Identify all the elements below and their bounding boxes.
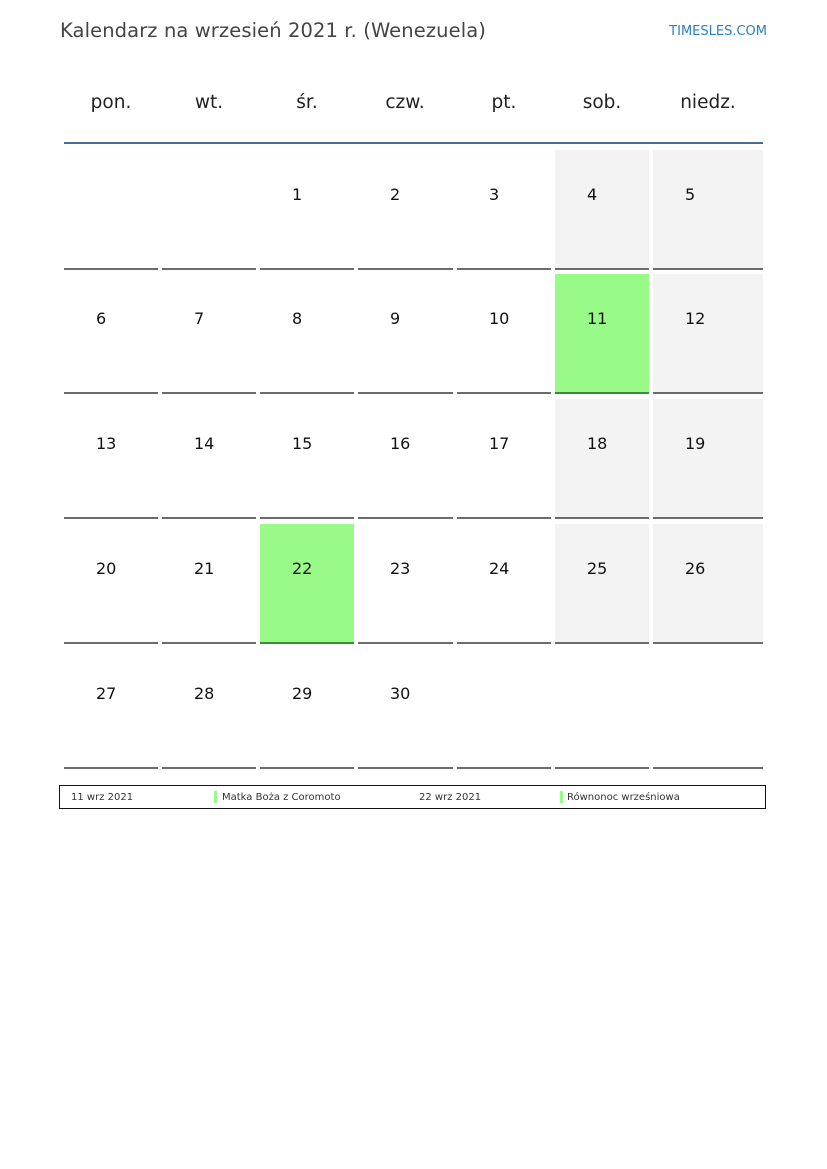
day-number: 23 [390,559,411,578]
day-number: 17 [489,434,510,453]
legend-holiday-2: Równonoc wrześniowa [567,792,680,803]
day-number: 6 [96,309,107,328]
day-cell-underline [653,767,763,769]
day-number: 3 [489,185,500,204]
day-number: 30 [390,684,411,703]
day-cell [260,524,354,644]
day-cell-underline [653,642,763,644]
day-cell [64,649,158,769]
day-cell-underline [555,642,649,644]
day-cell-underline [358,517,453,519]
day-number: 14 [194,434,215,453]
day-cell-underline [162,517,256,519]
day-cell [358,399,453,519]
day-number: 16 [390,434,411,453]
legend-swatch-2 [560,791,563,803]
day-cell [653,274,763,394]
day-cell-underline [358,767,453,769]
day-cell-underline [260,517,354,519]
day-number: 9 [390,309,401,328]
day-cell-underline [260,642,354,644]
day-cell-underline [260,268,354,270]
day-cell-background [260,524,354,644]
day-cell-background [358,524,453,644]
day-cell [162,524,256,644]
day-cell [653,399,763,519]
day-cell [260,649,354,769]
day-cell [162,274,256,394]
day-number: 18 [587,434,608,453]
day-cell-underline [64,642,158,644]
day-cell-background [555,274,649,394]
day-cell-background [358,274,453,394]
day-cell-underline [358,642,453,644]
day-number: 20 [96,559,117,578]
day-cell-underline [162,767,256,769]
day-number: 2 [390,185,401,204]
day-cell-background [457,150,551,270]
day-cell-underline [555,268,649,270]
day-cell-underline [653,392,763,394]
day-cell-background [64,524,158,644]
day-number: 21 [194,559,215,578]
day-cell-background [457,524,551,644]
day-number: 29 [292,684,313,703]
day-cell [358,524,453,644]
day-cell-background [555,399,649,519]
day-number: 1 [292,185,303,204]
day-cell-background [555,649,649,769]
empty-day-cell [555,649,649,769]
weekday-wed: śr. [296,92,318,113]
day-cell-background [457,399,551,519]
day-cell-background [260,399,354,519]
day-number: 11 [587,309,608,328]
day-cell [64,274,158,394]
day-cell-background [653,274,763,394]
day-number: 4 [587,185,598,204]
day-cell [260,399,354,519]
day-number: 28 [194,684,215,703]
day-cell-background [653,524,763,644]
day-number: 7 [194,309,205,328]
day-cell [162,649,256,769]
legend-swatch-1 [214,791,217,803]
day-cell [653,150,763,270]
day-cell [457,274,551,394]
day-cell [457,399,551,519]
day-number: 12 [685,309,706,328]
day-cell [358,274,453,394]
empty-day-cell [162,150,256,270]
day-cell [555,524,649,644]
day-number: 24 [489,559,510,578]
weekday-sat: sob. [582,92,622,113]
day-cell [555,150,649,270]
day-cell [358,649,453,769]
day-cell-underline [653,517,763,519]
day-cell-underline [653,268,763,270]
day-cell [555,399,649,519]
day-cell-background [358,399,453,519]
day-number: 26 [685,559,706,578]
day-cell-underline [64,767,158,769]
day-cell-background [555,150,649,270]
page-title: Kalendarz na wrzesień 2021 r. (Wenezuela) [60,19,486,42]
day-number: 8 [292,309,303,328]
day-cell-background [358,150,453,270]
day-cell [260,274,354,394]
day-cell-underline [162,642,256,644]
day-cell-underline [162,268,256,270]
legend-date-2: 22 wrz 2021 [419,792,482,803]
day-number: 15 [292,434,313,453]
day-cell [457,150,551,270]
empty-day-cell [653,649,763,769]
day-cell-underline [64,517,158,519]
day-cell-background [358,649,453,769]
day-cell-underline [457,767,551,769]
day-cell-underline [64,392,158,394]
empty-day-cell [64,150,158,270]
day-cell [555,274,649,394]
day-number: 19 [685,434,706,453]
day-cell-underline [457,642,551,644]
day-cell-background [162,274,256,394]
day-cell-background [653,150,763,270]
day-cell-background [653,399,763,519]
empty-day-cell [457,649,551,769]
day-cell-underline [555,392,649,394]
day-cell [457,524,551,644]
holiday-legend [59,785,766,809]
day-cell-background [64,399,158,519]
day-cell-background [260,150,354,270]
day-cell-background [162,649,256,769]
day-cell-underline [555,767,649,769]
day-cell-underline [457,392,551,394]
day-cell-underline [260,767,354,769]
day-cell-underline [260,392,354,394]
day-number: 10 [489,309,510,328]
weekday-thu: czw. [385,92,425,113]
day-cell-background [162,150,256,270]
day-cell-underline [162,392,256,394]
day-number: 22 [292,559,313,578]
day-cell-background [260,274,354,394]
weekday-sun: niedz. [680,92,736,113]
day-cell-background [64,150,158,270]
weekday-tue: wt. [194,92,224,113]
day-cell-background [162,524,256,644]
day-cell [64,524,158,644]
weekday-mon: pon. [90,92,132,113]
day-cell-background [653,649,763,769]
day-number: 5 [685,185,696,204]
day-cell [64,399,158,519]
day-cell-underline [358,392,453,394]
day-cell-background [64,649,158,769]
weekday-fri: pt. [491,92,517,113]
day-cell-background [457,274,551,394]
day-cell-underline [358,268,453,270]
day-cell-background [555,524,649,644]
day-cell [653,524,763,644]
day-cell-underline [457,517,551,519]
day-cell [260,150,354,270]
day-cell-background [162,399,256,519]
day-cell [162,399,256,519]
day-cell-underline [555,517,649,519]
day-number: 27 [96,684,117,703]
day-number: 25 [587,559,608,578]
day-cell [358,150,453,270]
legend-holiday-1: Matka Boża z Coromoto [222,792,341,803]
day-cell-background [260,649,354,769]
brand-link[interactable]: TIMESLES.COM [669,24,767,39]
day-number: 13 [96,434,117,453]
day-cell-background [457,649,551,769]
day-cell-background [64,274,158,394]
day-cell-underline [64,268,158,270]
day-cell-underline [457,268,551,270]
legend-date-1: 11 wrz 2021 [71,792,134,803]
